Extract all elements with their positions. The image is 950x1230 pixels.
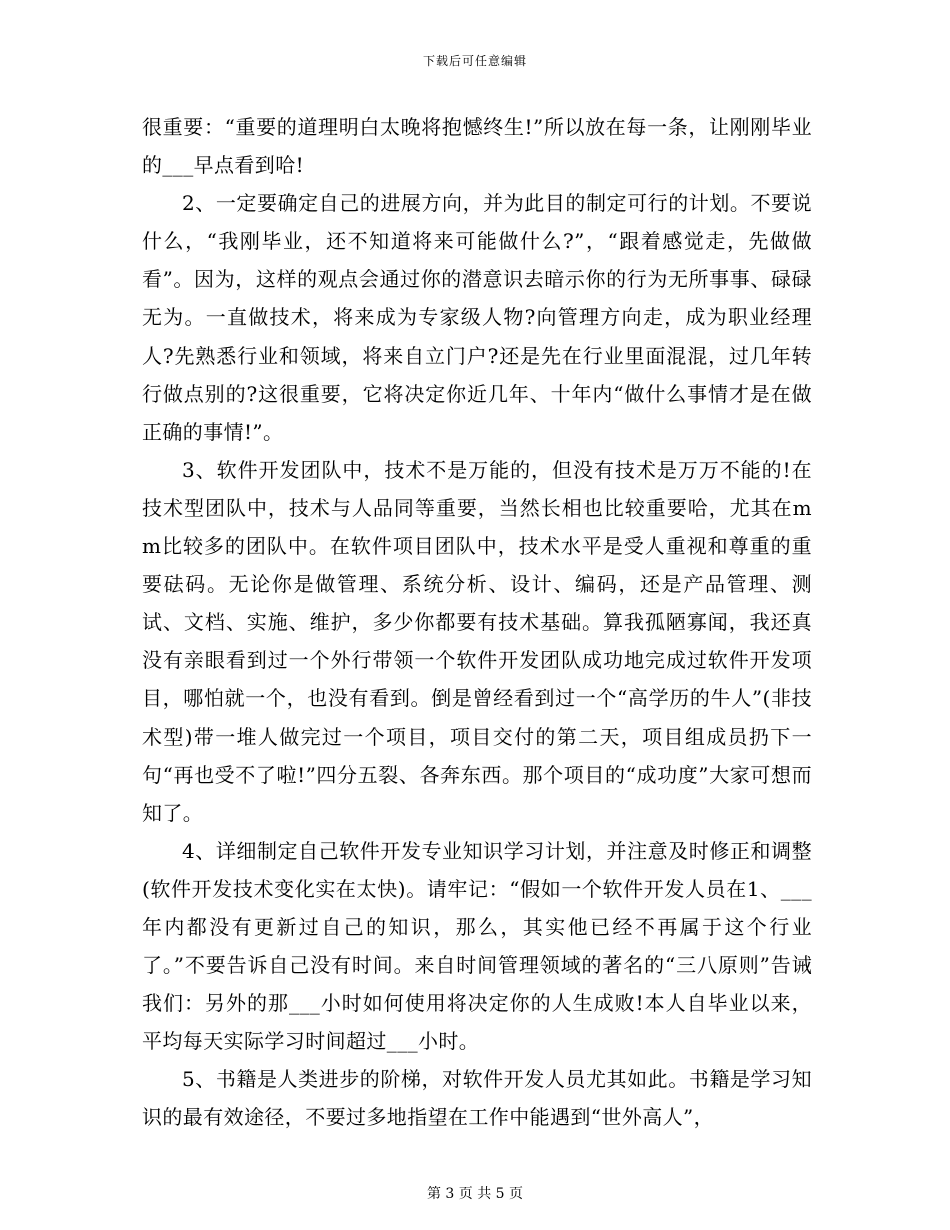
paragraph-item-3: 3、软件开发团队中，技术不是万能的，但没有技术是万万不能的!在技术型团队中，技术与人品同等重要，当然长相也比较重要哈，尤其在mm比较多的团队中。在软件项目团队中，技术水平是受人重视和尊重的重要砝码。无论你是做管理、系统分析、设计、编码，还是产品管理、测试、文档、实施、维护，多少你都要有技术基础。算我孤陋寡闻，我还真没有亲眼看到过一个外行带领一个软件开发团队成功地完成过软件开发项目，哪怕就一个，也没有看到。倒是曾经看到过一个“高学历的牛人”(非技术型)带一堆人做完过一个项目，项目交付的第二天，项目组成员扔下一句“再也受不了啦!”四分五裂、各奔东西。那个项目的“成功度”大家可想而知了。 [142, 457, 812, 825]
paragraph-item-5: 5、书籍是人类进步的阶梯，对软件开发人员尤其如此。书籍是学习知识的最有效途径，不要过多地指望在工作中能遇到“世外高人”， [142, 1067, 812, 1130]
page-header: 下载后可任意编辑 [422, 54, 527, 68]
paragraph-intro: 很重要：“重要的道理明白太晚将抱憾终生!”所以放在每一条，让刚刚毕业的___早点看到哈! [142, 115, 812, 178]
paragraph-item-4: 4、详细制定自己软件开发专业知识学习计划，并注意及时修正和调整(软件开发技术变化实在太快)。请牢记：“假如一个软件开发人员在1、___年内都没有更新过自己的知识，那么，其实他已经不再属于这个行业了。”不要告诉自己没有时间。来自时间管理领域的著名的“三八原则”告诫我们：另外的那___小时如何使用将决定你的人生成败!本人自毕业以来，平均每天实际学习时间超过___小时。 [142, 838, 812, 1054]
document-body [142, 108, 812, 1137]
page-number: 第 3 页 共 5 页 [426, 1186, 524, 1202]
paragraph-item-2: 2、一定要确定自己的进展方向，并为此目的制定可行的计划。不要说什么，“我刚毕业，还不知道将来可能做什么?”，“跟着感觉走，先做做看”。因为，这样的观点会通过你的潜意识去暗示你的行为无所事事、碌碌无为。一直做技术，将来成为专家级人物?向管理方向走，成为职业经理人?先熟悉行业和领域，将来自立门户?还是先在行业里面混混，过几年转行做点别的?这很重要，它将决定你近几年、十年内“做什么事情才是在做正确的事情!”。 [142, 191, 812, 444]
